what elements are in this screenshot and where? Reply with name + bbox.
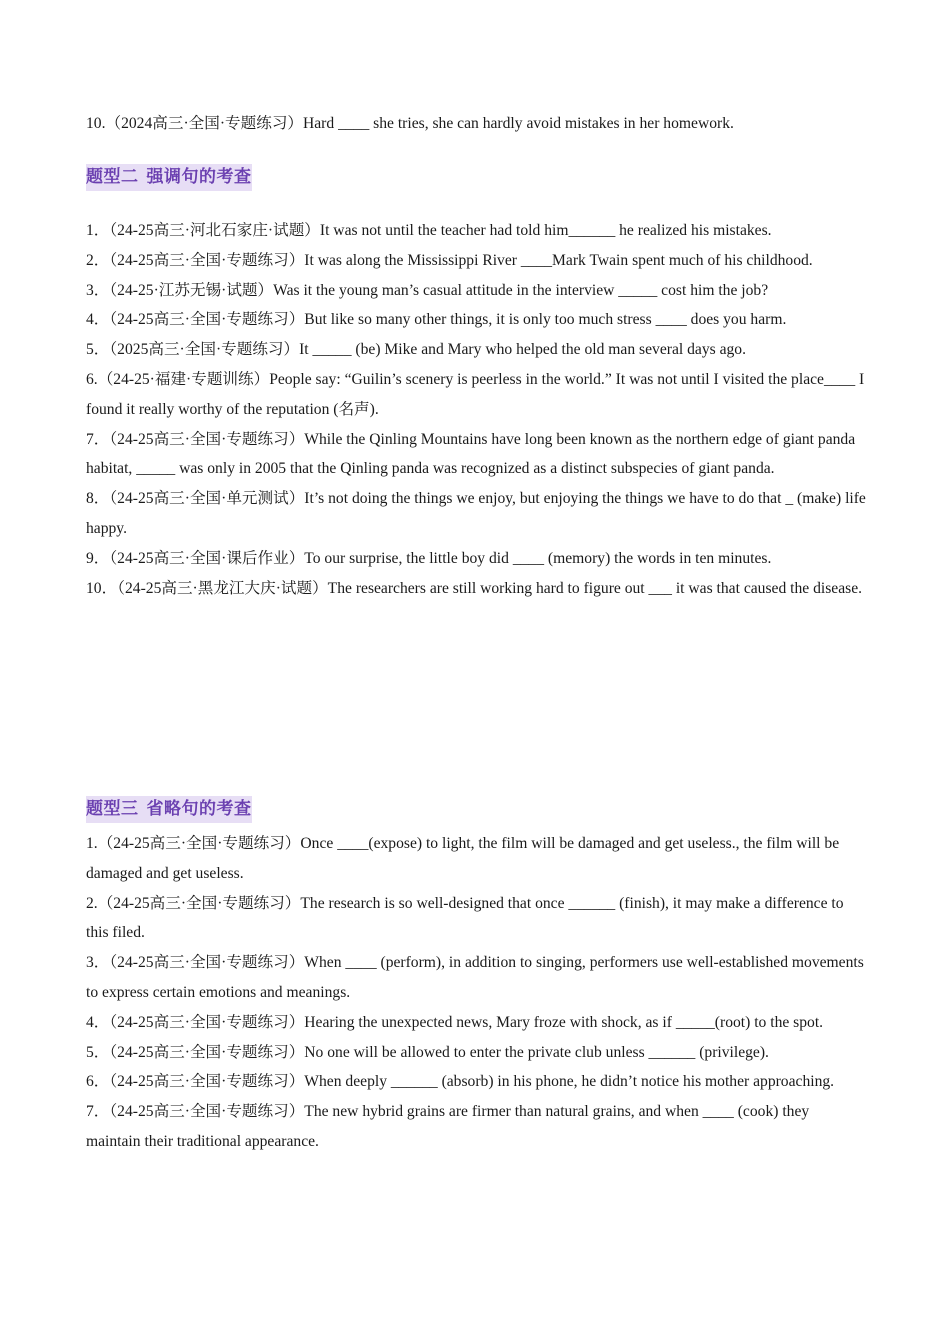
question-item: 5．（24-25高三·全国·专题练习）No one will be allowed to enter the private club unless ______ (privilege). <box>86 1043 769 1061</box>
section-title-type: 题型二 <box>86 167 139 187</box>
question-item: 4．（24-25高三·全国·专题练习）Hearing the unexpected news, Mary froze with shock, as if _____(root) to the spot. <box>86 1013 824 1031</box>
question-top: 10.（2024高三·全国·专题练习）Hard ____ she tries, she can hardly avoid mistakes in her homework. <box>86 115 734 132</box>
section-title-topic: 强调句的考查 <box>146 167 252 187</box>
section-title-type: 题型三 <box>86 799 139 819</box>
section-title <box>86 164 252 191</box>
question-item: 2．（24-25高三·全国·专题练习）It was along the Mississippi River ____Mark Twain spent much of his childhood. <box>86 251 813 269</box>
section-title-topic: 省略句的考查 <box>146 799 252 819</box>
question-item: 6.（24-25·福建·专题训练）People say: “Guilin’s scenery is peerless in the world.” It was not until I visited the place____ I found it really worthy of the reputation (名声). <box>86 370 865 418</box>
section-heading-emphatic <box>86 164 252 191</box>
question-item: 9．（24-25高三·全国·课后作业）To our surprise, the little boy did ____ (memory) the words in ten minutes. <box>86 549 772 567</box>
question-item: 6．（24-25高三·全国·专题练习）When deeply ______ (absorb) in his phone, he didn’t notice his mother approaching. <box>86 1073 835 1091</box>
question-item: 7．（24-25高三·全国·专题练习）The new hybrid grains are firmer than natural grains, and when ____ (cook) they maintain their traditional appearance. <box>86 1103 810 1150</box>
question-item: 3．（24-25·江苏无锡·试题）Was it the young man’s casual attitude in the interview _____ cost him the job? <box>86 281 769 299</box>
question-item: 1．（24-25高三·河北石家庄·试题）It was not until the teacher had told him______ he realized his mistakes. <box>86 222 772 239</box>
question-item: 10．（24-25高三·黑龙江大庆·试题）The researchers are still working hard to figure out ___ it was that caused the disease. <box>86 579 863 597</box>
question-item: 3．（24-25高三·全国·专题练习）When ____ (perform), in addition to singing, performers use well-established movements to express certain emotions and meanings. <box>86 954 864 1001</box>
question-item: 5．（2025高三·全国·专题练习）It _____ (be) Mike and Mary who helped the old man several days ago. <box>86 341 746 359</box>
question-item: 8．（24-25高三·全国·单元测试）It’s not doing the things we enjoy, but enjoying the things we have to do that _ (make) life happy. <box>86 490 866 537</box>
question-item: 4．（24-25高三·全国·专题练习）But like so many other things, it is only too much stress ____ does you harm. <box>86 311 787 329</box>
question-item: 7．（24-25高三·全国·专题练习）While the Qinling Mountains have long been known as the northern edge of giant panda habitat, _____ was only in 2005 that the Qinling panda was recognized as a distinct subspecies of giant panda. <box>86 430 856 478</box>
question-item: 1.（24-25高三·全国·专题练习）Once ____(expose) to light, the film will be damaged and get useless., the film will be damaged and get useless. <box>86 835 840 882</box>
section-heading-ellipsis <box>86 796 252 823</box>
question-list-ellipsis <box>86 829 866 1157</box>
section-title <box>86 796 252 823</box>
question-list-emphatic <box>86 216 866 603</box>
question-item: 2.（24-25高三·全国·专题练习）The research is so well-designed that once ______ (finish), it may make a difference to this filed. <box>86 894 844 942</box>
